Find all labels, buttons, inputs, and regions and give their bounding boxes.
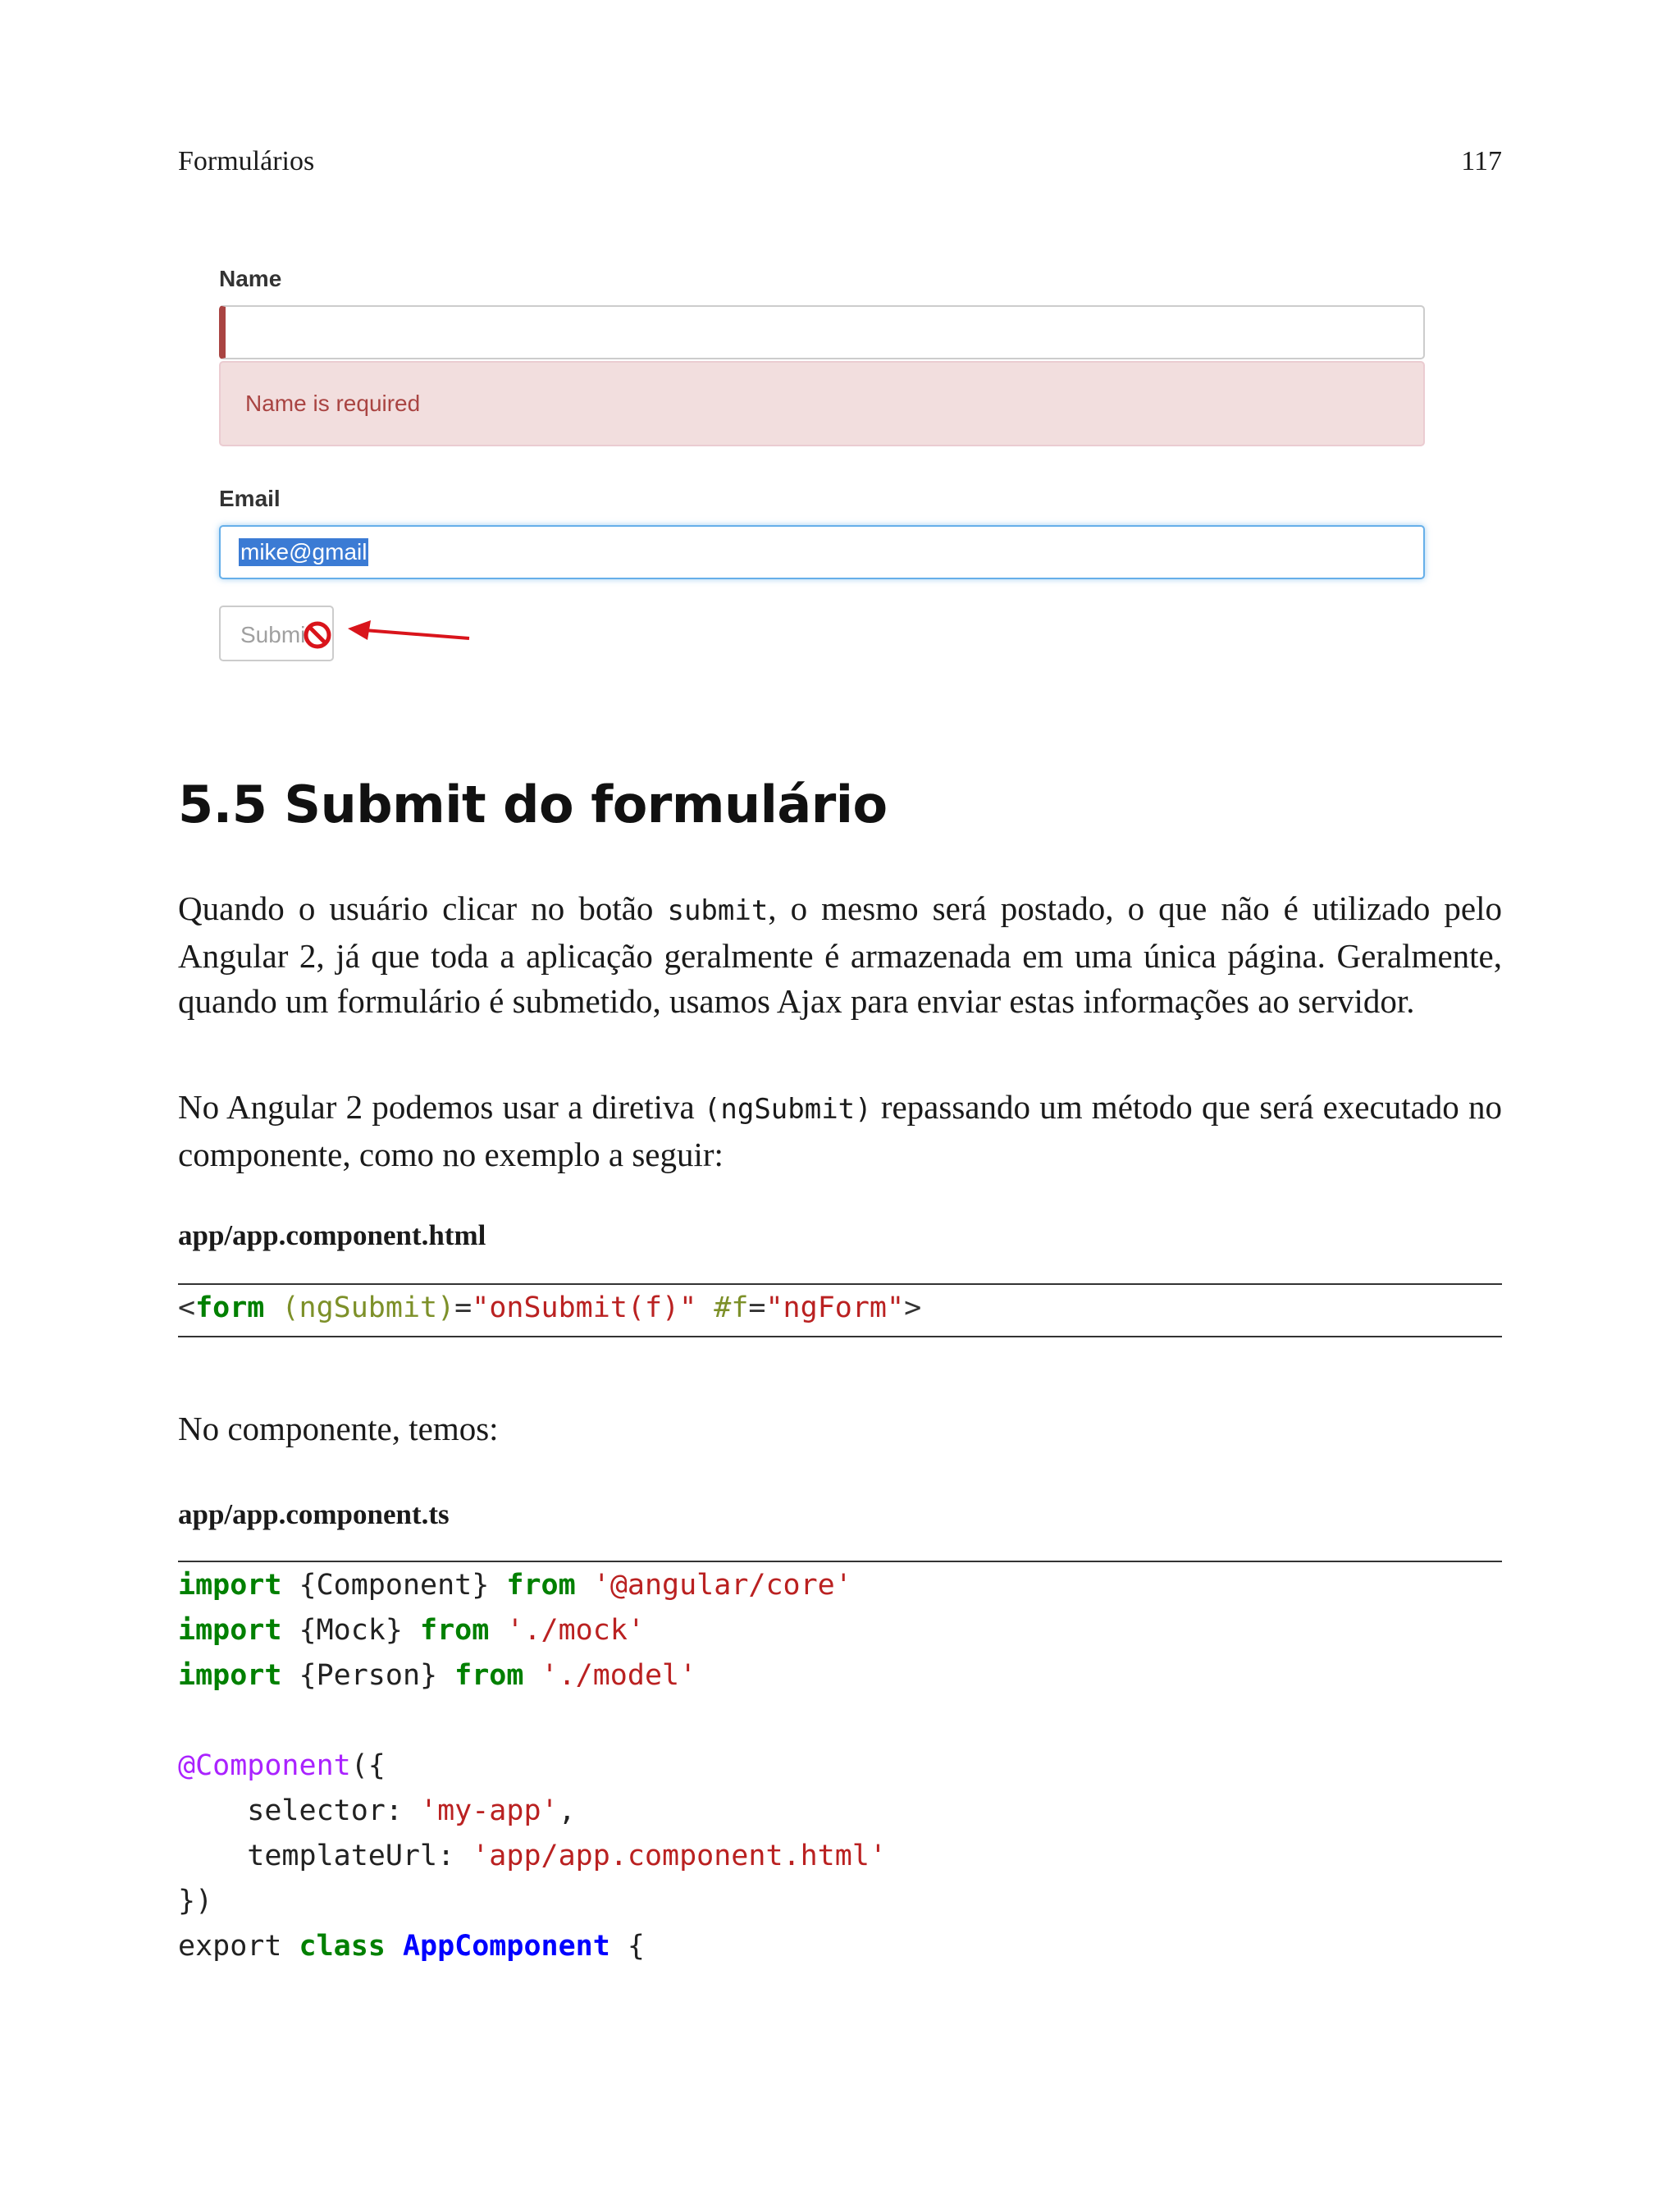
code-token: from xyxy=(506,1569,576,1602)
code-token: AppComponent xyxy=(402,1930,610,1963)
submit-button[interactable] xyxy=(219,606,334,661)
code-line xyxy=(178,1789,887,1834)
code-line xyxy=(178,1563,887,1608)
name-error-text: Name is required xyxy=(245,391,421,416)
code-token: class xyxy=(299,1930,386,1963)
listing-caption-ts: app/app.component.ts xyxy=(178,1498,450,1530)
code-token: = xyxy=(748,1291,766,1324)
inline-code: submit xyxy=(667,894,769,927)
code-token: = xyxy=(454,1291,472,1324)
form-screenshot xyxy=(215,263,1429,673)
paragraph-text: Quando o usuário clicar no botão xyxy=(178,889,668,927)
paragraph-text: , o mesmo será postado, o que não é utilizado pelo Angular 2, já que toda a aplicação geralmente é armazenada em uma única página. Geralmente, quando um formulário é submetido, usamos Ajax para enviar estas informações ao servidor. xyxy=(178,889,1502,1020)
code-token xyxy=(386,1930,403,1963)
paragraph-componente: No componente, temos: xyxy=(178,1410,499,1447)
code-token: 'my-app' xyxy=(420,1794,559,1827)
code-token: "onSubmit(f)" xyxy=(472,1291,697,1324)
code-token: import xyxy=(178,1569,282,1602)
email-label: Email xyxy=(219,486,281,511)
code-token: {Mock} xyxy=(281,1614,421,1647)
code-token: > xyxy=(904,1291,922,1324)
listing-caption-html: app/app.component.html xyxy=(178,1219,486,1251)
page-number: 117 xyxy=(1461,146,1502,176)
code-token: '@angular/core' xyxy=(575,1569,852,1602)
paragraph-text: repassando um método que será executado no componente, como no exemplo a seguir: xyxy=(178,1088,1502,1173)
code-token: './mock' xyxy=(489,1614,645,1647)
code-token: ({ xyxy=(350,1749,386,1782)
name-label: Name xyxy=(219,266,282,291)
listing-top-rule xyxy=(178,1561,1502,1562)
code-listing-html xyxy=(178,1286,921,1331)
code-line-blank xyxy=(178,1698,887,1744)
code-token: selector: xyxy=(178,1794,421,1827)
code-token: {Component} xyxy=(281,1569,507,1602)
code-line xyxy=(178,1744,887,1789)
code-token: import xyxy=(178,1659,282,1692)
name-input[interactable] xyxy=(219,305,1425,359)
code-token: './model' xyxy=(523,1659,697,1692)
inline-code: (ngSubmit) xyxy=(703,1093,872,1126)
code-token: 'app/app.component.html' xyxy=(472,1840,887,1872)
name-error-alert xyxy=(219,361,1425,446)
running-header-title: Formulários xyxy=(178,146,315,176)
paragraph-text: No Angular 2 podemos usar a diretiva xyxy=(178,1088,704,1126)
code-token: < xyxy=(178,1291,196,1324)
code-listing-ts xyxy=(178,1563,887,1969)
section-heading: 5.5 Submit do formulário xyxy=(178,775,888,834)
code-token: from xyxy=(454,1659,524,1692)
code-token: export xyxy=(178,1930,299,1963)
email-value: mike@gmail xyxy=(240,539,368,565)
code-token: import xyxy=(178,1614,282,1647)
code-line: }) xyxy=(178,1885,213,1918)
red-arrow-icon xyxy=(346,614,477,647)
no-entry-icon xyxy=(303,620,332,650)
submit-button-label: Submi xyxy=(240,622,306,647)
listing-top-rule xyxy=(178,1283,1502,1285)
code-line xyxy=(178,1608,887,1653)
listing-bottom-rule xyxy=(178,1336,1502,1337)
paragraph-submit xyxy=(178,886,1502,1024)
code-token: from xyxy=(420,1614,490,1647)
code-line xyxy=(178,1834,887,1879)
code-line xyxy=(178,1653,887,1698)
code-token: { xyxy=(609,1930,645,1963)
paragraph-ngsubmit xyxy=(178,1085,1502,1177)
email-input[interactable] xyxy=(219,525,1425,579)
code-token: {Person} xyxy=(281,1659,455,1692)
code-token: form xyxy=(195,1291,265,1324)
code-token: , xyxy=(558,1794,576,1827)
code-token: #f xyxy=(696,1291,749,1324)
code-token: @Component xyxy=(178,1749,351,1782)
code-line xyxy=(178,1924,887,1969)
code-token: (ngSubmit) xyxy=(264,1291,455,1324)
code-token: templateUrl: xyxy=(178,1840,472,1872)
code-token: "ngForm" xyxy=(765,1291,905,1324)
